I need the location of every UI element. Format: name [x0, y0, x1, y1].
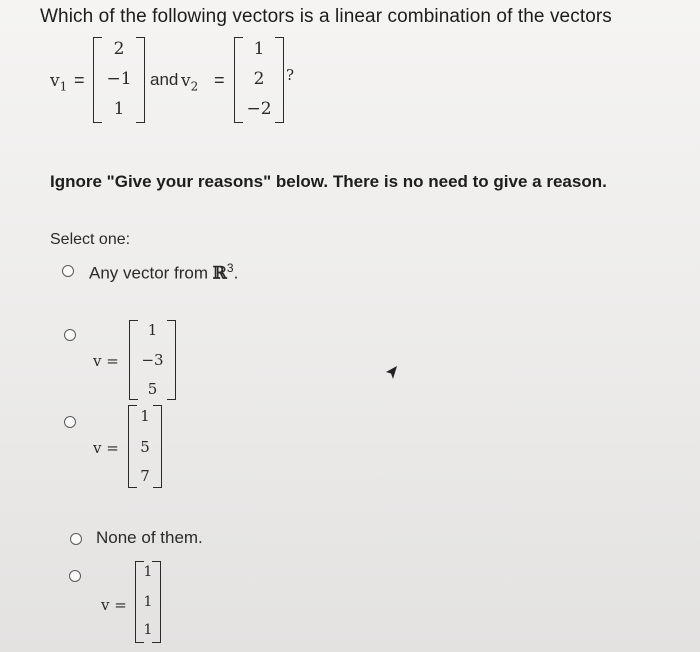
- option-vector-b: [128, 405, 162, 488]
- select-one-label: Select one:: [50, 231, 131, 248]
- vector-entry: 1: [143, 564, 153, 580]
- option-radio-vector-a[interactable]: [64, 329, 76, 341]
- option-label-any-vector[interactable]: Any vector from ℝ$^3$.: [89, 261, 239, 284]
- vector-entry: 5: [147, 380, 158, 398]
- v1-vector: [93, 37, 145, 123]
- option-vector-c: [135, 561, 161, 643]
- v1-entry: 1: [113, 99, 125, 119]
- instruction-text: Ignore "Give your reasons" below. There is no need to give a reason.: [50, 172, 607, 191]
- vector-entry: 5: [140, 438, 150, 456]
- and-text: and: [150, 70, 179, 89]
- option-label-none[interactable]: None of them.: [96, 528, 203, 547]
- v2-equals: =: [214, 70, 225, 90]
- vector-entry: 1: [143, 622, 153, 638]
- vector-entry: 1: [140, 407, 150, 425]
- option-vector-a-label: v =: [93, 352, 119, 370]
- option-vector-b-label: v =: [93, 439, 119, 457]
- v2-entry: 1: [253, 39, 265, 59]
- v1-entry: −1: [106, 69, 132, 89]
- v1-label: $v_1$: [50, 71, 68, 94]
- option-radio-any-vector[interactable]: [62, 265, 74, 277]
- v1-entry: 2: [113, 39, 125, 59]
- vector-entry: 7: [140, 467, 150, 485]
- v2-vector: [234, 37, 284, 123]
- option-radio-none[interactable]: [70, 533, 82, 545]
- option-radio-vector-b[interactable]: [64, 416, 76, 428]
- vector-entry: −3: [141, 351, 164, 369]
- v2-label: $v_2$: [181, 71, 199, 94]
- v2-entry: 2: [253, 69, 265, 89]
- v2-entry: −2: [246, 99, 272, 119]
- question-mark: ?: [286, 66, 295, 84]
- option-radio-vector-c[interactable]: [69, 570, 81, 582]
- vector-entry: 1: [143, 594, 153, 610]
- v1-equals: =: [74, 70, 85, 90]
- option-vector-a: [129, 320, 176, 400]
- vector-entry: 1: [147, 321, 158, 339]
- option-vector-c-label: v =: [101, 596, 127, 614]
- mouse-pointer-icon: [384, 364, 400, 382]
- question-text: Which of the following vectors is a linear combination of the vectors: [40, 6, 612, 27]
